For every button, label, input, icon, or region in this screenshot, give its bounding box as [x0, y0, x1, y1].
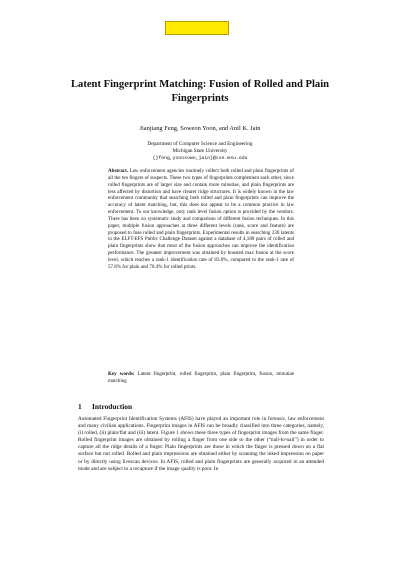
author-email: {jfeng,yoonsowo,jain}@cse.msu.edu	[152, 156, 248, 162]
section-title: Introduction	[92, 402, 133, 411]
affiliation-university: Michigan State University	[172, 148, 228, 155]
abstract-label: Abstract.	[108, 168, 129, 174]
highlight-stamp	[165, 21, 229, 35]
keywords-text: Latent fingerprint, rolled fingerprint, plain fingerprint, fusion, minutiae matching	[108, 371, 294, 384]
section-heading	[78, 402, 132, 411]
abstract-text: Law enforcement agencies routinely collect both rolled and plain fingerprints of all the ten fingers of suspects. These two types of fingerprints complement each other, since rolled fingerprints are of larger size and contain more minutiae, and plain fingerprints are less affected by distortion and have clearer ridge structures. It is widely known in the law enforcement community that searching both rolled and plain fingerprints can improve the accuracy of latent matching, but, this does not appear to be a common practice in law enforcement. To our knowledge, only rank level fusion option is provided by the vendors. There has been no systematic study and comparison of different fusion techniques. In this paper, multiple fusion approaches at three different levels (rank, score and feature) are proposed to fuse rolled and plain fingerprints. Experimental results in searching 230 latents in the ELFT-EFS Public Challenge Dataset against a database of 4,180 pairs of rolled and plain fingerprints show that most of the fusion approaches can improve the identification performance. The greatest improvement was obtained by boosted max fusion at the score level, which reaches a rank-1 identification rate of 83.0%, compared to the rank-1 rate of 57.8% for plain and 70.4% for rolled prints.	[108, 168, 294, 270]
affiliation-department: Department of Computer Science and Engineering	[147, 141, 253, 147]
author-list: Jianjiang Feng, Soweon Yoon, and Anil K. Jain	[139, 125, 261, 132]
paper-title: Latent Fingerprint Matching: Fusion of Rolled and Plain Fingerprints	[70, 79, 330, 104]
affiliation-block	[60, 141, 340, 163]
keywords-label: Key words:	[108, 371, 135, 377]
intro-paragraph: Automated Fingerprint Identification Systems (AFIS) have played an important role in forensic, law enforcement and many civilian applications. Fingerprint images in AFIS can be broadly classified into three categories, namely, (i) rolled, (ii) plain/flat and (iii) latent. Figure 1 shows these three types of fingerprint images from the same finger. Rolled fingerprint images are obtained by rolling a finger from one side to the other (“nail-to-nail”) in order to capture all the ridge details of a finger. Plain fingerprints are those in which the finger is pressed down on a flat surface but not rolled. Rolled and plain impressions are obtained either by scanning the inked impression on paper or by directly using livescan devices. In AFIS, rolled and plain fingerprints are generally acquired in an attended mode and are subject to a recapture if the image quality is poor. In	[78, 416, 324, 472]
section-number: 1	[78, 402, 82, 411]
keywords	[108, 371, 294, 385]
abstract	[108, 168, 294, 271]
